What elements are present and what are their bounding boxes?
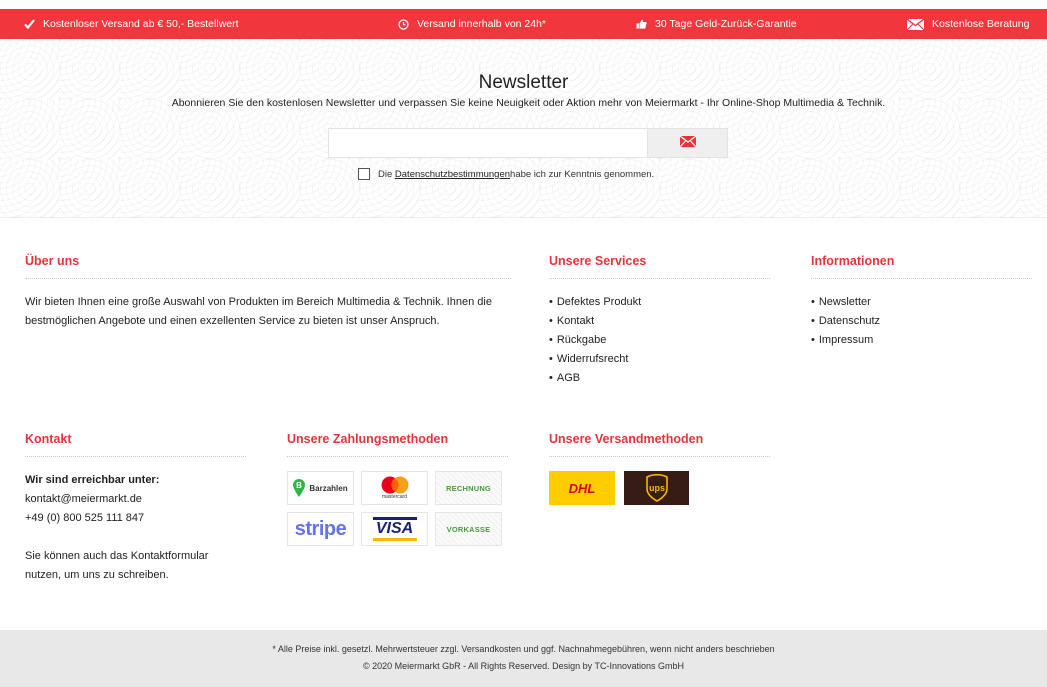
privacy-consent <box>358 168 654 180</box>
info-link-privacy[interactable]: • Datenschutz <box>811 312 1032 331</box>
ups-shield-icon <box>645 474 669 502</box>
topbar-item-delivery <box>398 9 546 39</box>
shipping-logos <box>549 471 770 505</box>
mastercard-icon <box>379 476 411 494</box>
about-section <box>25 254 511 331</box>
vorkasse-logo: VORKASSE <box>435 512 502 546</box>
service-link-defective-product[interactable]: • Defektes Produkt <box>549 293 770 312</box>
topbar-label: Versand innerhalb von 24h* <box>417 18 547 30</box>
barzahlen-logo <box>287 471 354 505</box>
shipping-title: Unsere Versandmethoden <box>549 432 770 457</box>
topbar-item-shipping <box>24 9 239 39</box>
services-list <box>549 293 770 388</box>
ups-label: ups <box>648 483 665 493</box>
ups-logo <box>624 471 689 505</box>
topbar-label: 30 Tage Geld-Zurück-Garantie <box>655 18 797 30</box>
info-link-newsletter[interactable]: • Newsletter <box>811 293 1032 312</box>
services-title: Unsere Services <box>549 254 770 279</box>
topbar-label: Kostenlose Beratung <box>932 18 1030 30</box>
privacy-policy-link[interactable]: Datenschutzbestimmungen <box>394 168 511 180</box>
information-title: Informationen <box>811 254 1032 279</box>
dhl-label: DHL <box>568 480 596 496</box>
services-section <box>549 254 770 388</box>
newsletter-email-input[interactable] <box>328 128 648 158</box>
about-text: Wir bieten Ihnen eine große Auswahl von Produkten im Bereich Multimedia & Technik. Ihnen die bestmöglichen Angebote und einen exzellenten Service zu bieten ist unser Anspruch. <box>25 296 492 327</box>
service-link-return[interactable]: • Rückgabe <box>549 331 770 350</box>
consent-prefix: Die <box>378 168 393 180</box>
information-section <box>811 254 1032 350</box>
envelope-icon <box>907 19 924 30</box>
thumbs-up-icon <box>636 19 647 29</box>
barzahlen-icon <box>293 479 305 497</box>
newsletter-section <box>0 39 1047 218</box>
payment-section <box>287 432 508 546</box>
topbar-item-guarantee <box>636 9 797 39</box>
clock-icon <box>398 19 409 30</box>
privacy-checkbox[interactable] <box>358 168 370 180</box>
contact-phone[interactable]: +49 (0) 800 525 111 847 <box>25 512 145 524</box>
payment-title: Unsere Zahlungsmethoden <box>287 432 508 457</box>
contact-title: Kontakt <box>25 432 246 457</box>
topbar-item-consulting <box>907 9 1029 39</box>
top-info-bar <box>0 9 1047 39</box>
newsletter-subtitle: Abonnieren Sie den kostenlosen Newsletter und verpassen Sie keine Neuigkeit oder Aktion mehr von Meiermarkt - Ihr Online-Shop Multimedia & Technik. <box>171 97 886 109</box>
price-disclaimer: * Alle Preise inkl. gesetzl. Mehrwertsteuer zzgl. Versandkosten und ggf. Nachnahmegebühren, wenn nicht anders beschrieben <box>272 644 775 654</box>
contact-reach-label: Wir sind erreichbar unter: <box>25 474 160 486</box>
visa-logo <box>361 512 428 546</box>
stripe-logo <box>287 512 354 546</box>
barzahlen-label: Barzahlen <box>309 483 348 493</box>
stripe-label: stripe <box>294 517 347 540</box>
service-link-withdrawal[interactable]: • Widerrufsrecht <box>549 350 770 369</box>
service-link-terms[interactable]: • AGB <box>549 369 770 388</box>
contact-email[interactable]: kontakt@meiermarkt.de <box>25 493 142 505</box>
information-list <box>811 293 1032 350</box>
service-link-contact[interactable]: • Kontakt <box>549 312 770 331</box>
consent-suffix: habe ich zur Kenntnis genommen. <box>510 168 655 180</box>
payment-logos <box>287 471 508 546</box>
footer-bottom <box>0 630 1047 687</box>
envelope-icon <box>680 134 696 152</box>
newsletter-subscribe-button[interactable] <box>648 128 728 158</box>
visa-label: VISA <box>375 520 414 537</box>
topbar-label: Kostenloser Versand ab € 50,- Bestellwert <box>43 18 239 30</box>
about-title: Über uns <box>25 254 511 279</box>
contact-note: Sie können auch das Kontaktformular nutzen, um uns zu schreiben. <box>25 550 209 581</box>
shipping-section <box>549 432 770 505</box>
info-link-imprint[interactable]: • Impressum <box>811 331 1032 350</box>
copyright: © 2020 Meiermarkt GbR - All Rights Reserved. Design by TC-Innovations GmbH <box>362 661 685 671</box>
dhl-logo <box>549 471 615 505</box>
contact-section <box>25 432 246 585</box>
svg-text:B: B <box>296 481 303 490</box>
check-icon <box>24 19 35 29</box>
mastercard-logo <box>361 471 428 505</box>
rechnung-logo: RECHNUNG <box>435 471 502 505</box>
mastercard-label: mastercard <box>381 494 407 500</box>
newsletter-title: Newsletter <box>478 72 569 93</box>
